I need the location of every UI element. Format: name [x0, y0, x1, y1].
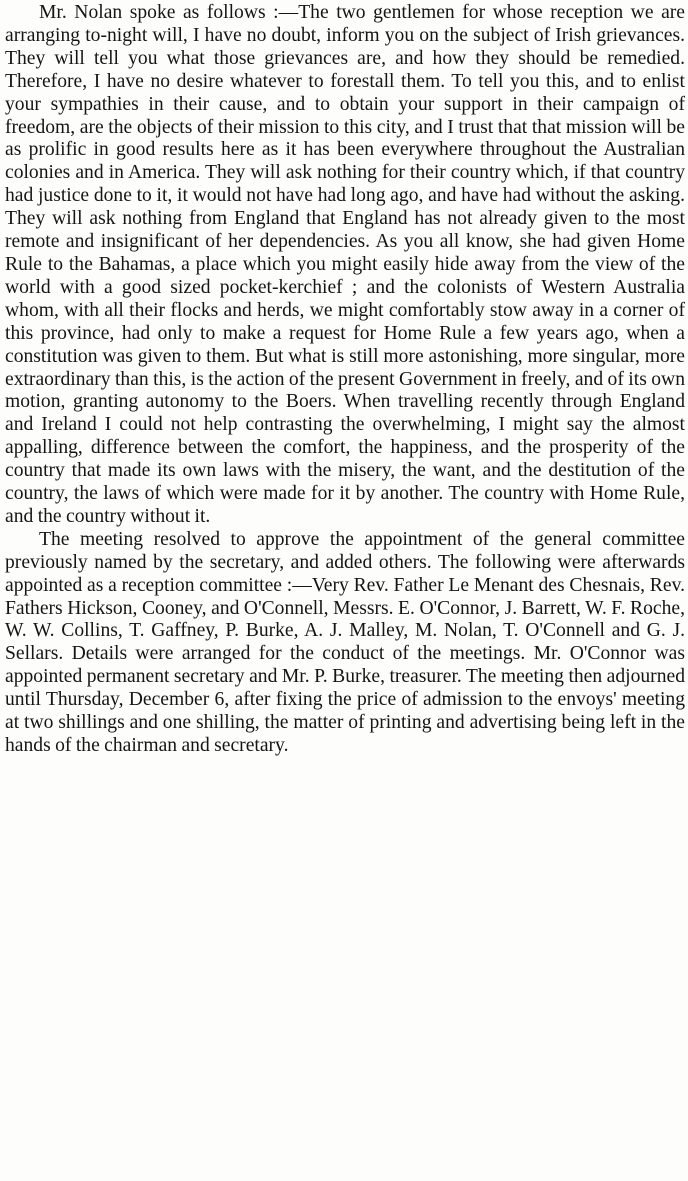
paragraph-nolan-speech: Mr. Nolan spoke as follows :—The two gentlemen for whose reception we are arranging to-night will, I have no doubt, inform you on the subject of Irish grievances. They will tell you what those grievances are, and how they should be remedied. Therefore, I have no desire whatever to forestall them. To tell you this, and to enlist your sympathies in their cause, and to obtain your support in their campaign of freedom, are the objects of their mission to this city, and I trust that that mission will be as prolific in good results here as it has been everywhere throughout the Australian colonies and in America. They will ask nothing for their country which, if that country had justice done to it, it would not have had long ago, and have had without the asking. They will ask nothing from England that England has not already given to the most remote and insignificant of her dependencies. As you all know, she had given Home Rule to the Bahamas, a place which you might easily hide away from the view of the world with a good sized pocket-kerchief ; and the colonists of Western Australia whom, with all their flocks and herds, we might comfortably stow away in a corner of this province, had only to make a request for Home Rule a few years ago, when a constitution was given to them. But what is still more astonishing, more singular, more extraordinary than this, is the action of the present Government in freely, and of its own motion, granting autonomy to the Boers. When travelling recently through England and Ireland I could not help contrasting the overwhelming, I might say the almost appalling, difference between the comfort, the happiness, and the prosperity of the country that made its own laws with the misery, the want, and the destitution of the country, the laws of which were made for it by another. The country with Home Rule, and the country without it.: [5, 2, 685, 527]
paragraph-meeting-resolution: The meeting resolved to approve the appointment of the general committee previously named by the secretary, and added others. The following were afterwards appointed as a reception committee :—Very Rev. Father Le Menant des Chesnais, Rev. Fathers Hickson, Cooney, and O'Connell, Messrs. E. O'Connor, J. Barrett, W. F. Roche, W. W. Collins, T. Gaffney, P. Burke, A. J. Malley, M. Nolan, T. O'Connell and G. J. Sellars. Details were arranged for the conduct of the meetings. Mr. O'Connor was appointed permanent secretary and Mr. P. Burke, treasurer. The meeting then adjourned until Thursday, December 6, after fixing the price of admission to the envoys' meeting at two shillings and one shilling, the matter of printing and advertising being left in the hands of the chairman and secretary.: [5, 528, 685, 756]
